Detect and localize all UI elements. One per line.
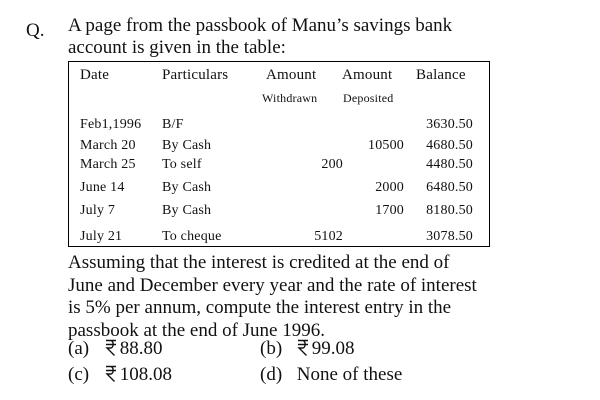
option-value: 108.08 (119, 364, 172, 385)
statement-line-3: is 5% per annum, compute the interest entry in the (68, 297, 452, 318)
option-key: (b) (260, 338, 283, 359)
row-date: Feb1,1996 (80, 117, 142, 132)
row-particulars: To cheque (162, 229, 222, 244)
option-d[interactable] (260, 364, 402, 386)
question-line-1: A page from the passbook of Manu’s savings bank (68, 15, 453, 36)
row-withdrawn: 5102 (314, 229, 343, 244)
option-c[interactable] (68, 364, 172, 386)
question-label: Q. (26, 20, 45, 41)
header-particulars: Particulars (162, 67, 229, 83)
row-deposited: 2000 (375, 180, 404, 195)
row-date: March 25 (80, 157, 136, 172)
question-text (68, 15, 508, 59)
row-withdrawn: 200 (321, 157, 343, 172)
header-amount-withdrawn: Amount (266, 67, 317, 83)
row-balance: 6480.50 (426, 180, 473, 195)
rupee-icon (105, 339, 117, 356)
row-date: July 7 (80, 203, 116, 218)
header-date: Date (80, 67, 110, 83)
option-b[interactable] (260, 338, 355, 360)
row-balance: 8180.50 (426, 203, 473, 218)
row-date: March 20 (80, 138, 136, 153)
header-withdrawn-sub: Withdrawn (262, 91, 318, 105)
statement-line-2: June and December every year and the rate of interest (68, 274, 477, 296)
row-balance: 3078.50 (426, 229, 473, 244)
row-deposited: 10500 (368, 138, 404, 153)
statement-line-4: passbook at the end of June 1996. (68, 319, 325, 341)
option-key: (d) (260, 364, 283, 385)
header-amount-deposited: Amount (342, 67, 393, 83)
row-balance: 3630.50 (426, 117, 473, 132)
row-balance: 4680.50 (426, 138, 473, 153)
row-date: June 14 (80, 180, 125, 195)
row-particulars: B/F (162, 117, 184, 132)
rupee-icon (297, 339, 309, 356)
row-particulars: By Cash (162, 138, 212, 153)
statement-line-1: Assuming that the interest is credited at the end of (68, 252, 450, 273)
row-particulars: To self (162, 157, 202, 172)
option-key: (c) (68, 364, 90, 385)
row-particulars: By Cash (162, 203, 212, 218)
row-date: July 21 (80, 229, 123, 244)
question-line-2: account is given in the table: (68, 37, 286, 58)
option-value: 88.80 (119, 338, 163, 359)
option-key: (a) (68, 338, 90, 359)
problem-statement (68, 252, 513, 342)
header-balance: Balance (416, 67, 466, 83)
option-a[interactable] (68, 338, 163, 360)
row-particulars: By Cash (162, 180, 212, 195)
passbook-table (68, 61, 490, 247)
rupee-icon (105, 365, 117, 382)
option-value: None of these (296, 364, 403, 385)
header-deposited-sub: Deposited (343, 91, 394, 105)
row-deposited: 1700 (375, 203, 404, 218)
row-balance: 4480.50 (426, 157, 473, 172)
option-value: 99.08 (311, 338, 355, 359)
